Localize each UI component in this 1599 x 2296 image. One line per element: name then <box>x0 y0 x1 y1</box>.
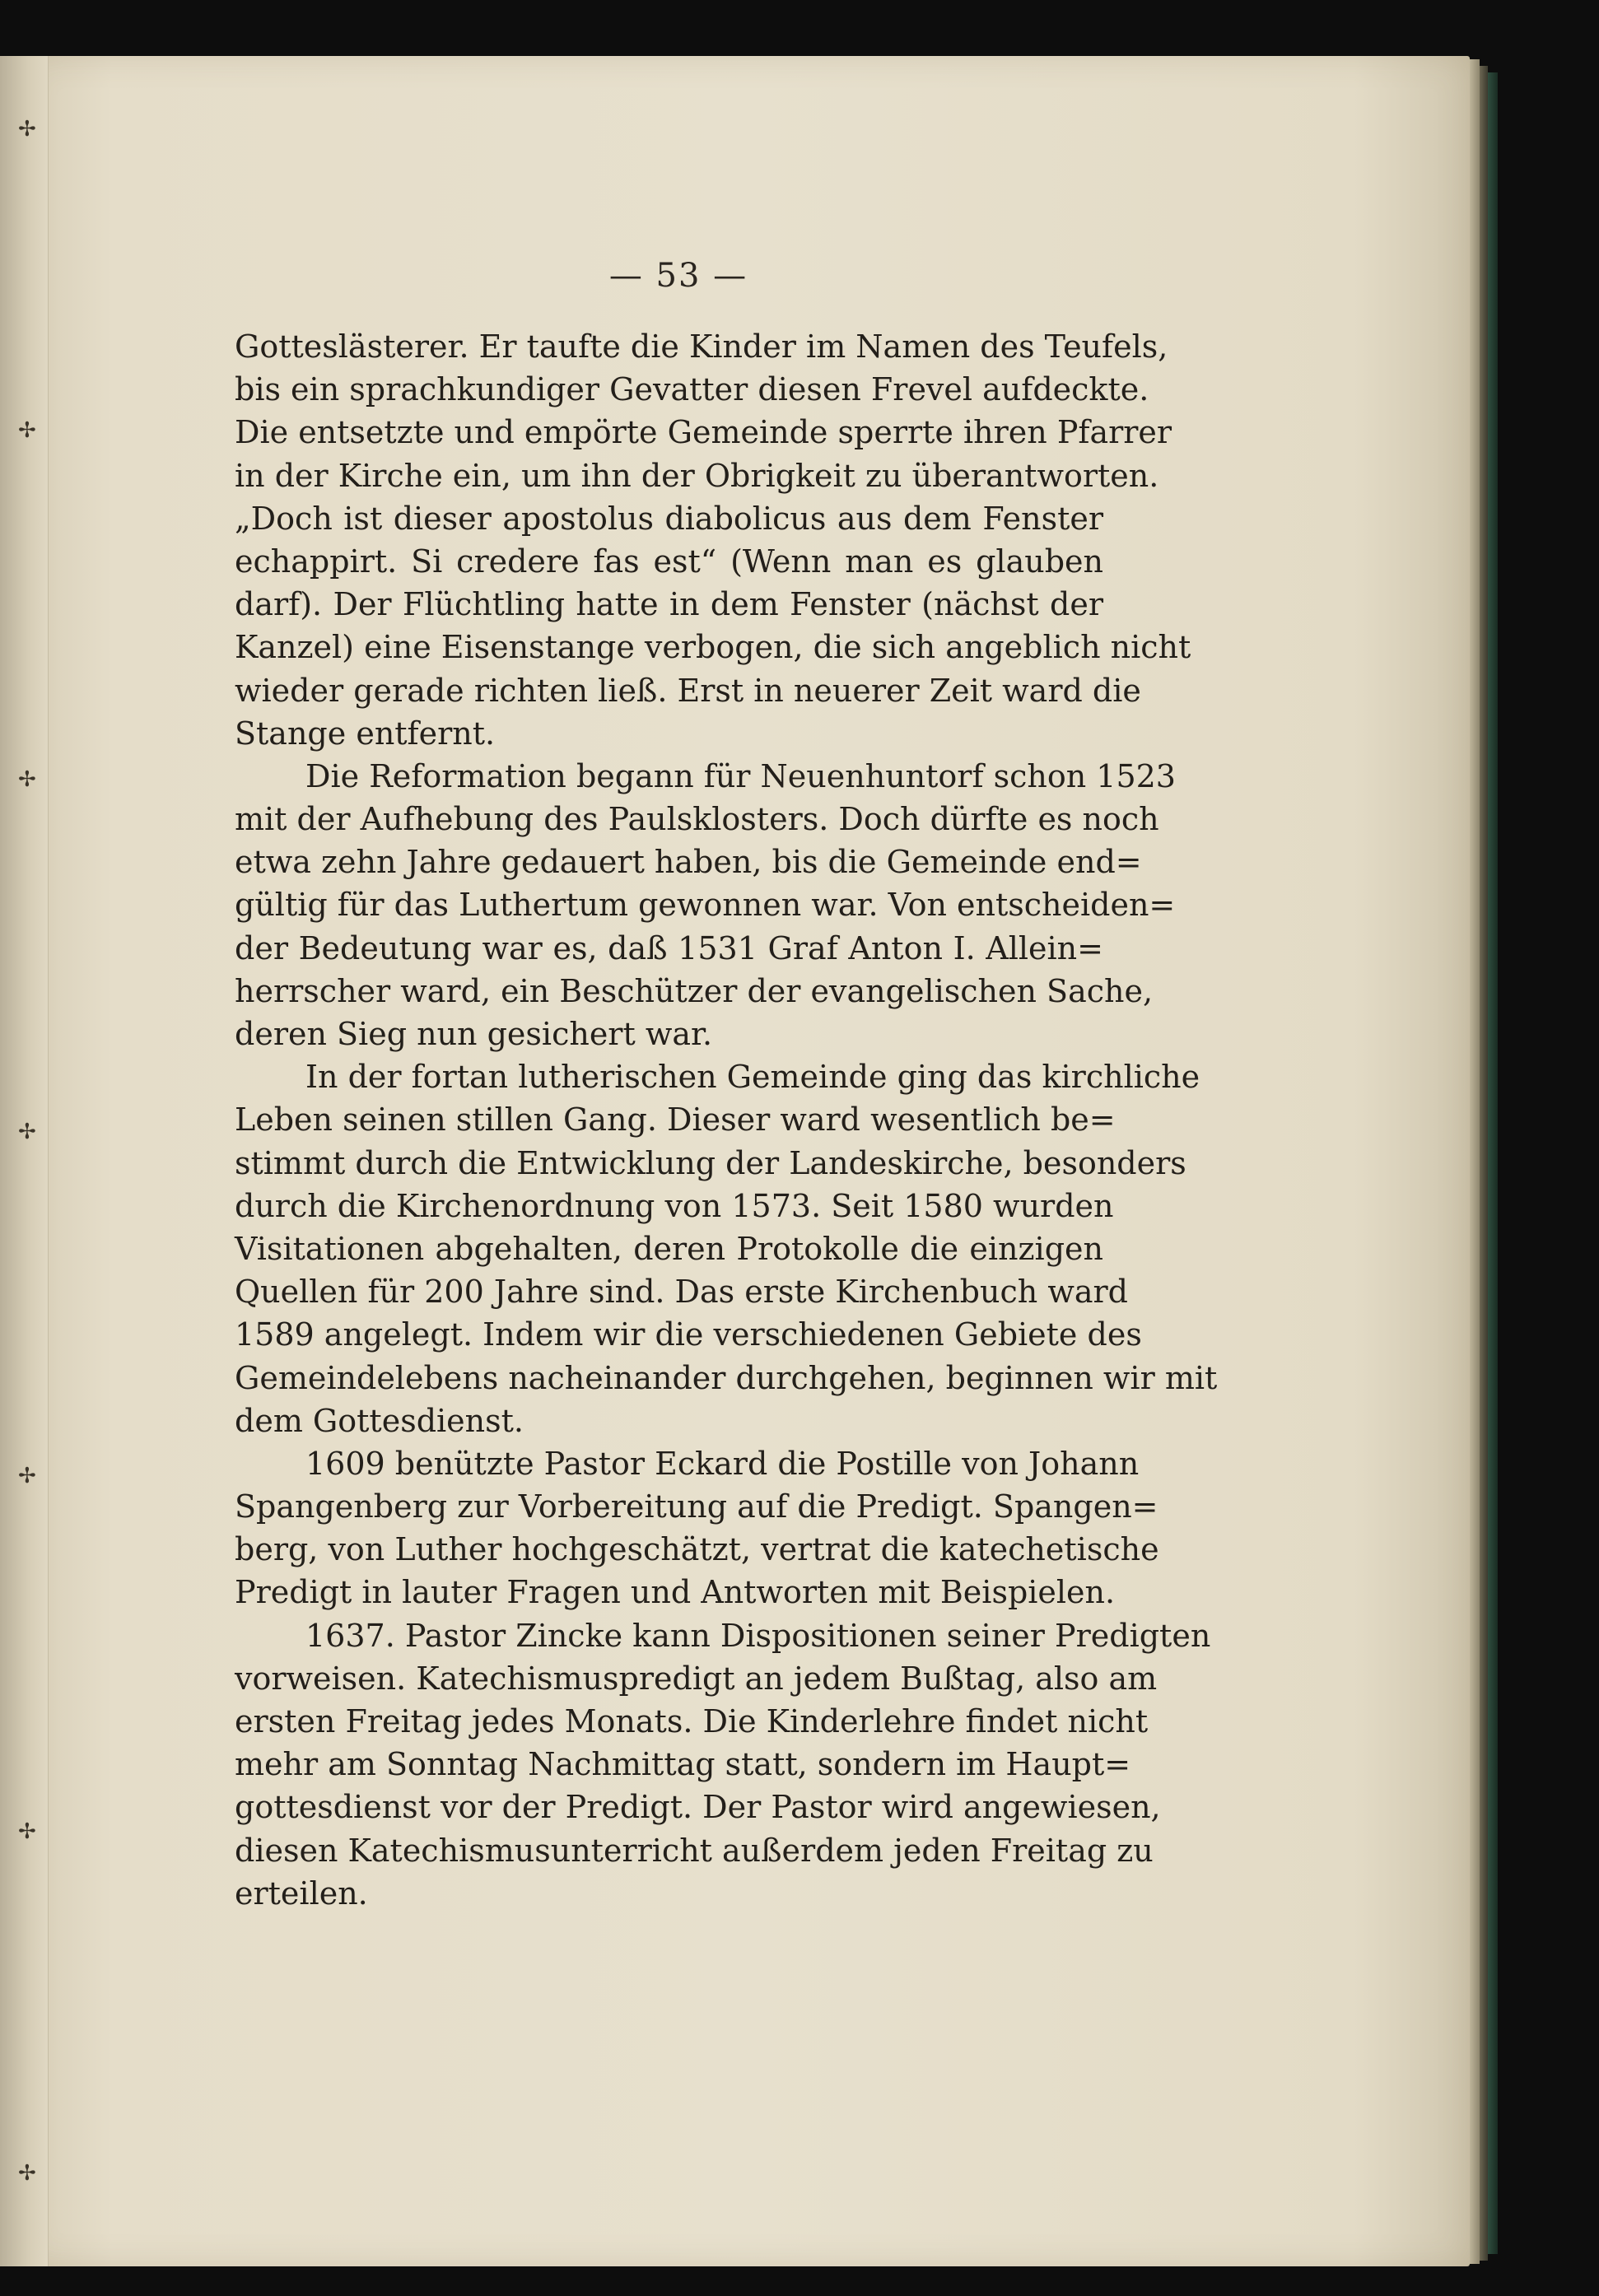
text-line: Gemeindelebens nacheinander durchgehen, beginnen wir mit <box>235 1359 1218 1396</box>
text-line: erteilen. <box>235 1875 368 1912</box>
text-line: in der Kirche ein, um ihn der Obrigkeit zu überantworten. <box>235 457 1159 494</box>
page-edge <box>1470 59 1480 2264</box>
text-line: 1609 benützte Pastor Eckard die Postille von Johann <box>305 1445 1140 1482</box>
text-line: bis ein sprachkundiger Gevatter diesen Frevel aufdeckte. <box>235 371 1149 408</box>
text-line: Die entsetzte und empörte Gemeinde sperrte ihren Pfarrer <box>235 414 1172 451</box>
text-line: Die Reformation begann für Neuenhuntorf schon 1523 <box>305 757 1176 794</box>
binding-gutter <box>0 56 49 2266</box>
binding-stitch-icon: ✢ <box>18 767 36 792</box>
text-line: berg, von Luther hochgeschätzt, vertrat die katechetische <box>235 1531 1159 1568</box>
binding-stitch-icon: ✢ <box>18 1464 36 1488</box>
text-line: dem Gottesdienst. <box>235 1402 524 1439</box>
text-line: wieder gerade richten ließ. Erst in neuerer Zeit ward die <box>235 672 1141 709</box>
text-line: deren Sieg nun gesichert war. <box>235 1016 713 1052</box>
text-line: mit der Aufhebung des Paulsklosters. Doch dürfte es noch <box>235 801 1159 838</box>
binding-stitch-icon: ✢ <box>18 2161 36 2186</box>
text-line: darf). Der Flüchtling hatte in dem Fenster (nächst der <box>235 586 1103 623</box>
text-line: „Doch ist dieser apostolus diabolicus aus dem Fenster <box>235 500 1103 537</box>
text-line: stimmt durch die Entwicklung der Landeskirche, besonders <box>235 1144 1186 1181</box>
text-line: diesen Katechismusunterricht außerdem jeden Freitag zu <box>235 1832 1154 1869</box>
text-line: Quellen für 200 Jahre sind. Das erste Kirchenbuch ward <box>235 1274 1128 1311</box>
text-line: In der fortan lutherischen Gemeinde ging das kirchliche <box>305 1059 1200 1096</box>
text-line: 1589 angelegt. Indem wir die verschiedenen Gebiete des <box>235 1316 1142 1353</box>
text-line: Kanzel) eine Eisenstange verbogen, die sich angeblich nicht <box>235 629 1191 666</box>
text-line: Leben seinen stillen Gang. Dieser ward wesentlich be= <box>235 1101 1116 1139</box>
text-line: Predigt in lauter Fragen und Antworten mit Beispielen. <box>235 1574 1116 1611</box>
text-line: gottesdienst vor der Predigt. Der Pastor wird angewiesen, <box>235 1789 1161 1826</box>
text-line: durch die Kirchenordnung von 1573. Seit 1580 wurden <box>235 1187 1114 1224</box>
page-number: — 53 — <box>608 257 748 295</box>
text-line: Stange entfernt. <box>235 715 496 752</box>
text-line: gültig für das Luthertum gewonnen war. Von entscheiden= <box>235 887 1176 924</box>
text-line: mehr am Sonntag Nachmittag statt, sondern im Haupt= <box>235 1746 1131 1783</box>
text-line: Spangenberg zur Vorbereitung auf die Predigt. Spangen= <box>235 1488 1158 1525</box>
text-line: der Bedeutung war es, daß 1531 Graf Anton I. Allein= <box>235 929 1103 966</box>
body-text <box>235 325 1218 1915</box>
page-edge-shadow <box>1480 66 1488 2261</box>
text-line: 1637. Pastor Zincke kann Dispositionen seiner Predigten <box>305 1617 1211 1654</box>
binding-stitch-icon: ✢ <box>18 117 36 142</box>
binding-stitch-icon: ✢ <box>18 1819 36 1844</box>
text-line: Visitationen abgehalten, deren Protokolle die einzigen <box>235 1230 1103 1267</box>
binding-stitch-icon: ✢ <box>18 418 36 443</box>
text-line: ersten Freitag jedes Monats. Die Kinderlehre findet nicht <box>235 1703 1149 1739</box>
text-line: herrscher ward, ein Beschützer der evangelischen Sache, <box>235 972 1154 1009</box>
text-line: echappirt. Si credere fas est“ (Wenn man es glauben <box>235 543 1103 580</box>
text-line: vorweisen. Katechismuspredigt an jedem Bußtag, also am <box>235 1660 1158 1697</box>
binding-stitch-icon: ✢ <box>18 1120 36 1144</box>
text-line: Gotteslästerer. Er taufte die Kinder im Namen des Teufels, <box>235 328 1168 365</box>
book-cover-edge <box>1488 72 1498 2254</box>
text-line: etwa zehn Jahre gedauert haben, bis die Gemeinde end= <box>235 844 1142 881</box>
